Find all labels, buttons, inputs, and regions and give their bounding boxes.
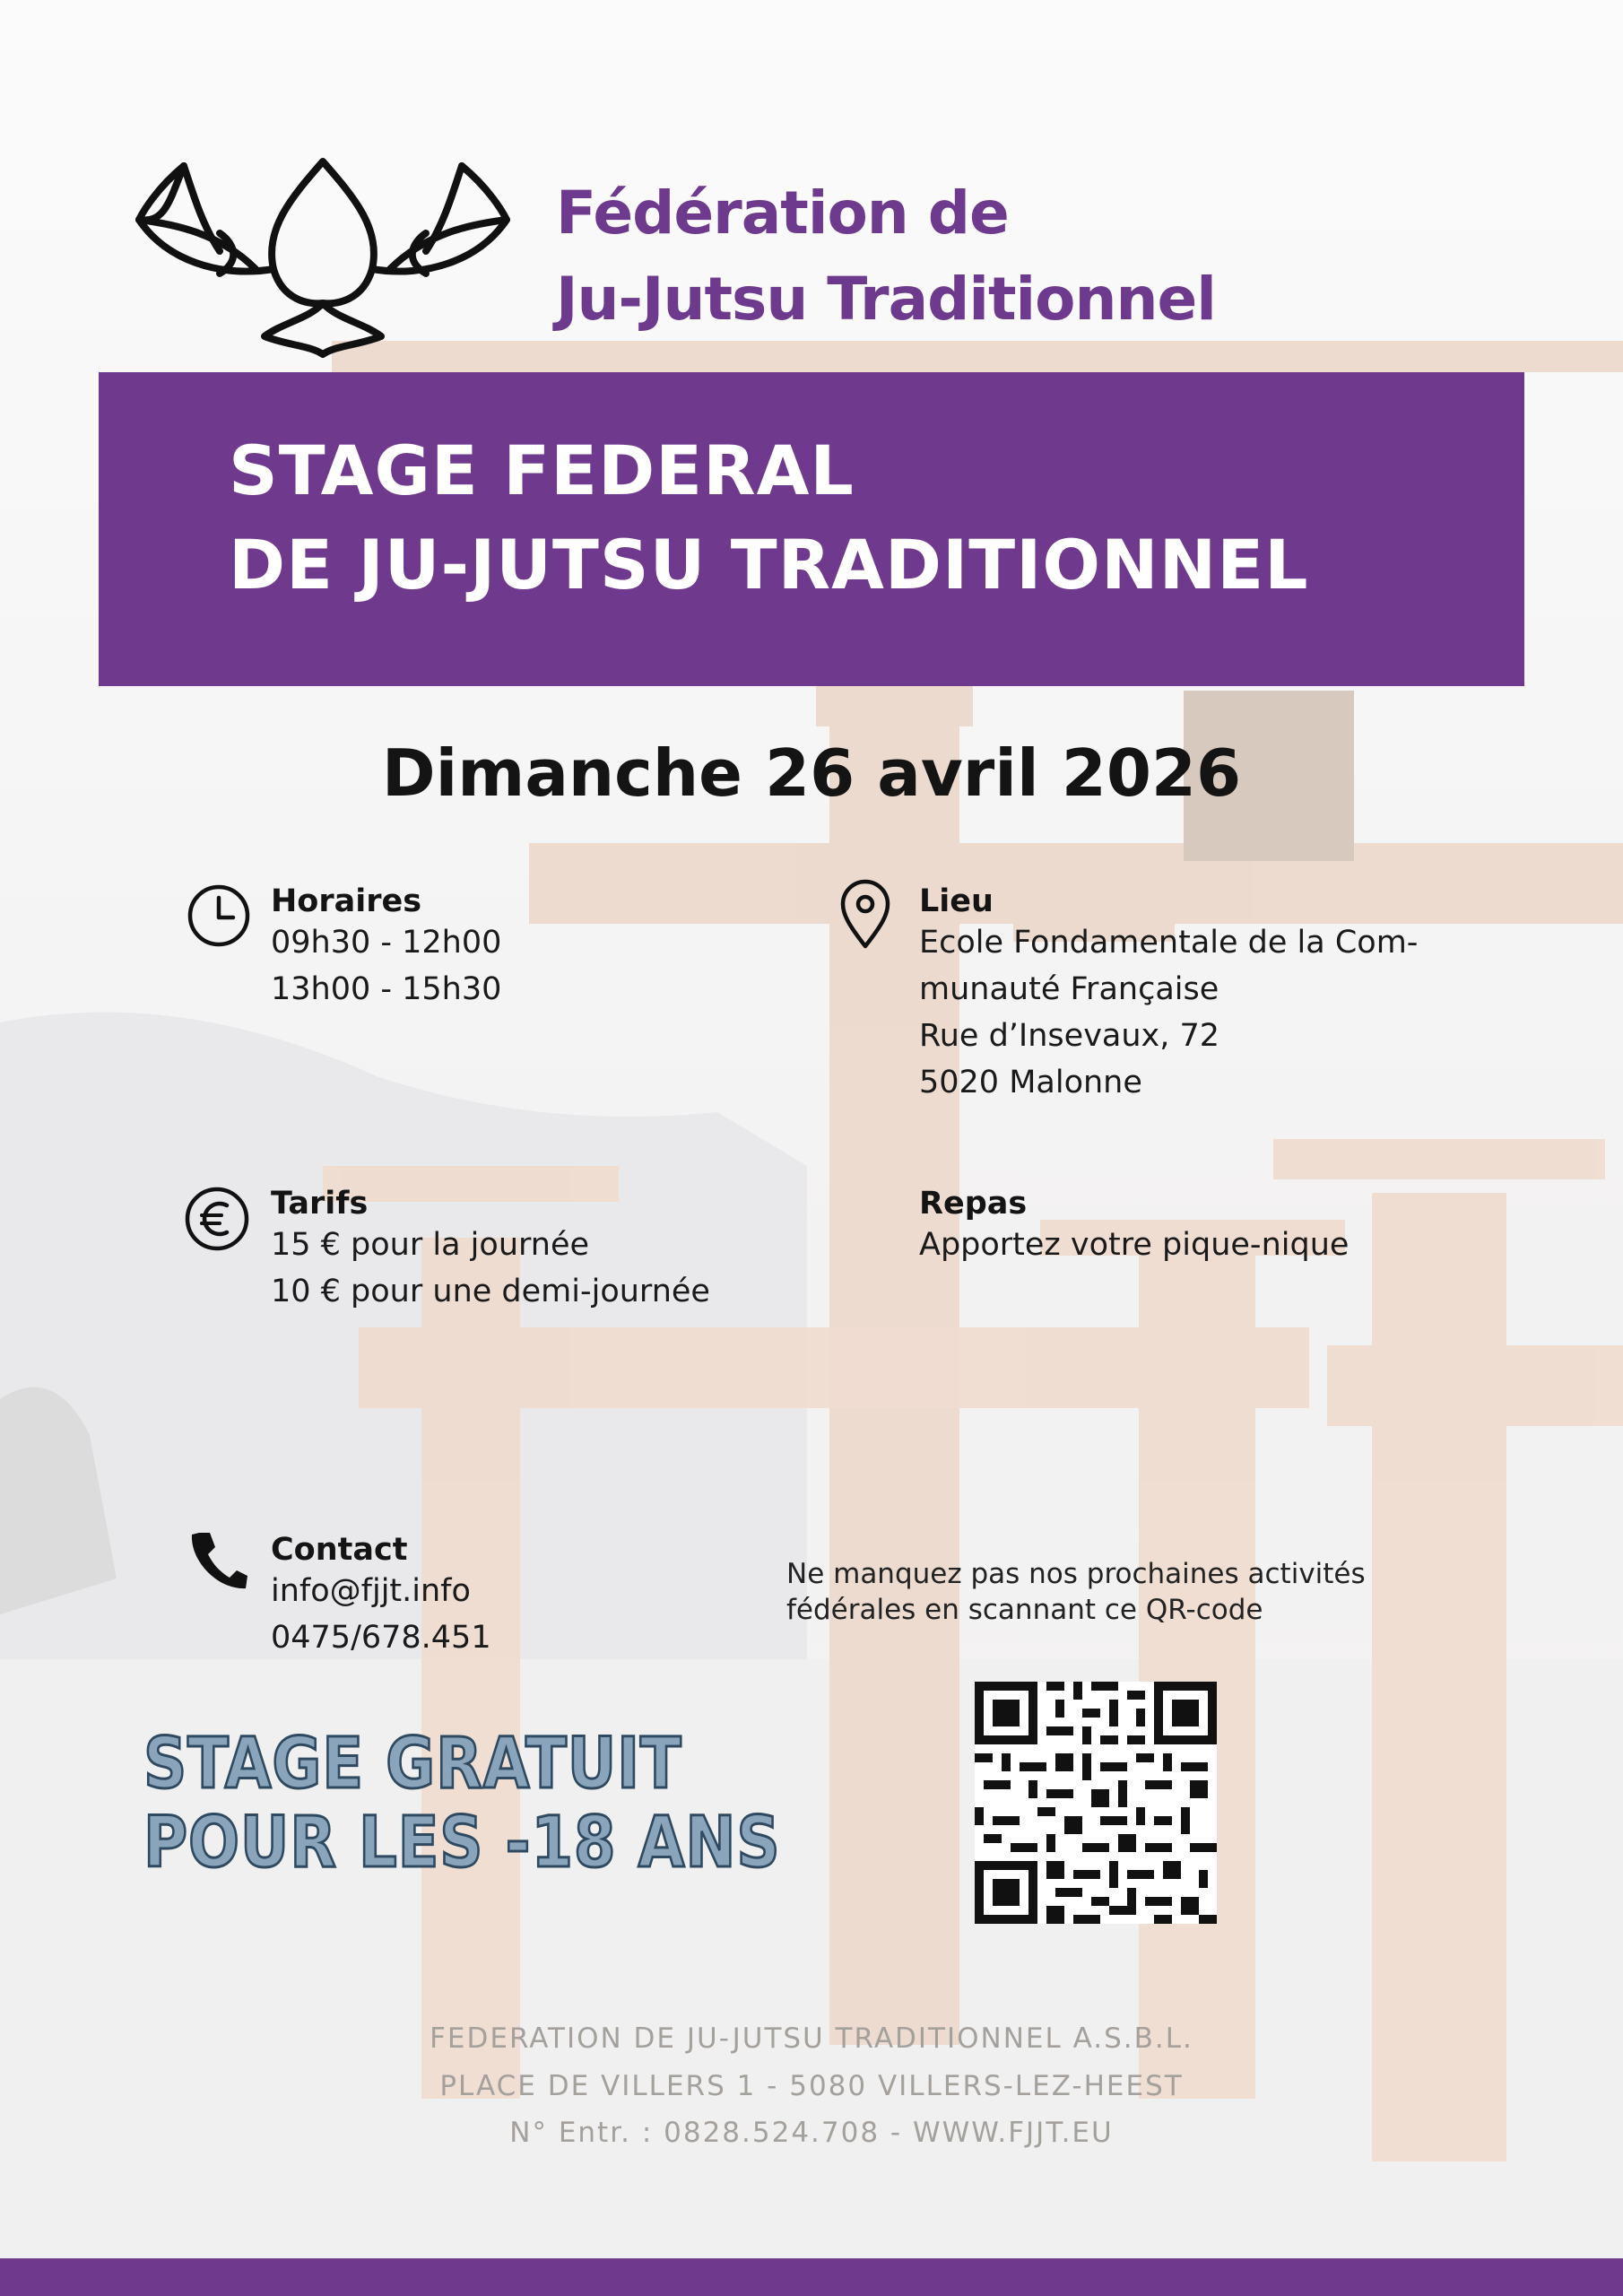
footer-line1: FEDERATION DE JU-JUTSU TRADITIONNEL A.S.B.L. (430, 2022, 1193, 2055)
lieu-line: munauté Française (919, 971, 1219, 1007)
free-stage-promo-line2: POUR LES -18 ANS (143, 1803, 781, 1883)
tarifs-line: 15 € pour la journée (271, 1227, 590, 1263)
clock-icon (187, 883, 251, 948)
lieu-title: Lieu (919, 883, 994, 919)
fjjt-lotus-logo (130, 144, 516, 359)
phone-icon (187, 1529, 249, 1592)
org-name-line1: Fédération de (556, 178, 1009, 248)
horaires-section (271, 883, 501, 1013)
qr-caption (786, 1556, 1366, 1628)
lieu-section (919, 883, 1418, 1106)
org-name-line2: Ju-Jutsu Traditionnel (556, 265, 1216, 334)
lieu-line: 5020 Malonne (919, 1065, 1142, 1100)
lieu-line: Ecole Fondamentale de la Com- (919, 925, 1419, 961)
repas-section (919, 1186, 1349, 1268)
qr-code[interactable] (975, 1682, 1217, 1924)
contact-phone: 0475/678.451 (271, 1620, 491, 1656)
tarifs-title: Tarifs (271, 1186, 369, 1222)
bottom-bar (0, 2258, 1623, 2296)
lieu-line: Rue d’Insevaux, 72 (919, 1018, 1220, 1054)
repas-title: Repas (919, 1186, 1028, 1222)
contact-title: Contact (271, 1532, 408, 1568)
title-banner (99, 372, 1524, 686)
qr-caption-line2: fédérales en scannant ce QR-code (786, 1594, 1263, 1626)
euro-icon (184, 1186, 250, 1252)
event-date: Dimanche 26 avril 2026 (381, 735, 1242, 811)
footer-line3: N° Entr. : 0828.524.708 - WWW.FJJT.EU (509, 2117, 1114, 2149)
footer-line2: PLACE DE VILLERS 1 - 5080 VILLERS-LEZ-HEEST (439, 2070, 1184, 2102)
horaires-line: 09h30 - 12h00 (271, 925, 502, 961)
repas-line: Apportez votre pique-nique (919, 1227, 1350, 1263)
location-pin-icon (838, 879, 892, 951)
contact-section (271, 1532, 491, 1661)
contact-email-link[interactable]: info@fjjt.info (271, 1573, 471, 1609)
banner-title-line1: STAGE FEDERAL (229, 430, 855, 510)
tarifs-section (271, 1186, 710, 1315)
qr-caption-line1: Ne manquez pas nos prochaines activités (786, 1558, 1366, 1590)
free-stage-promo-line1: STAGE GRATUIT (143, 1724, 682, 1805)
organization-name (556, 170, 1216, 343)
banner-title-line2: DE JU-JUTSU TRADITIONNEL (229, 525, 1309, 604)
horaires-title: Horaires (271, 883, 422, 919)
horaires-line: 13h00 - 15h30 (271, 971, 502, 1007)
tarifs-line: 10 € pour une demi-journée (271, 1274, 710, 1309)
